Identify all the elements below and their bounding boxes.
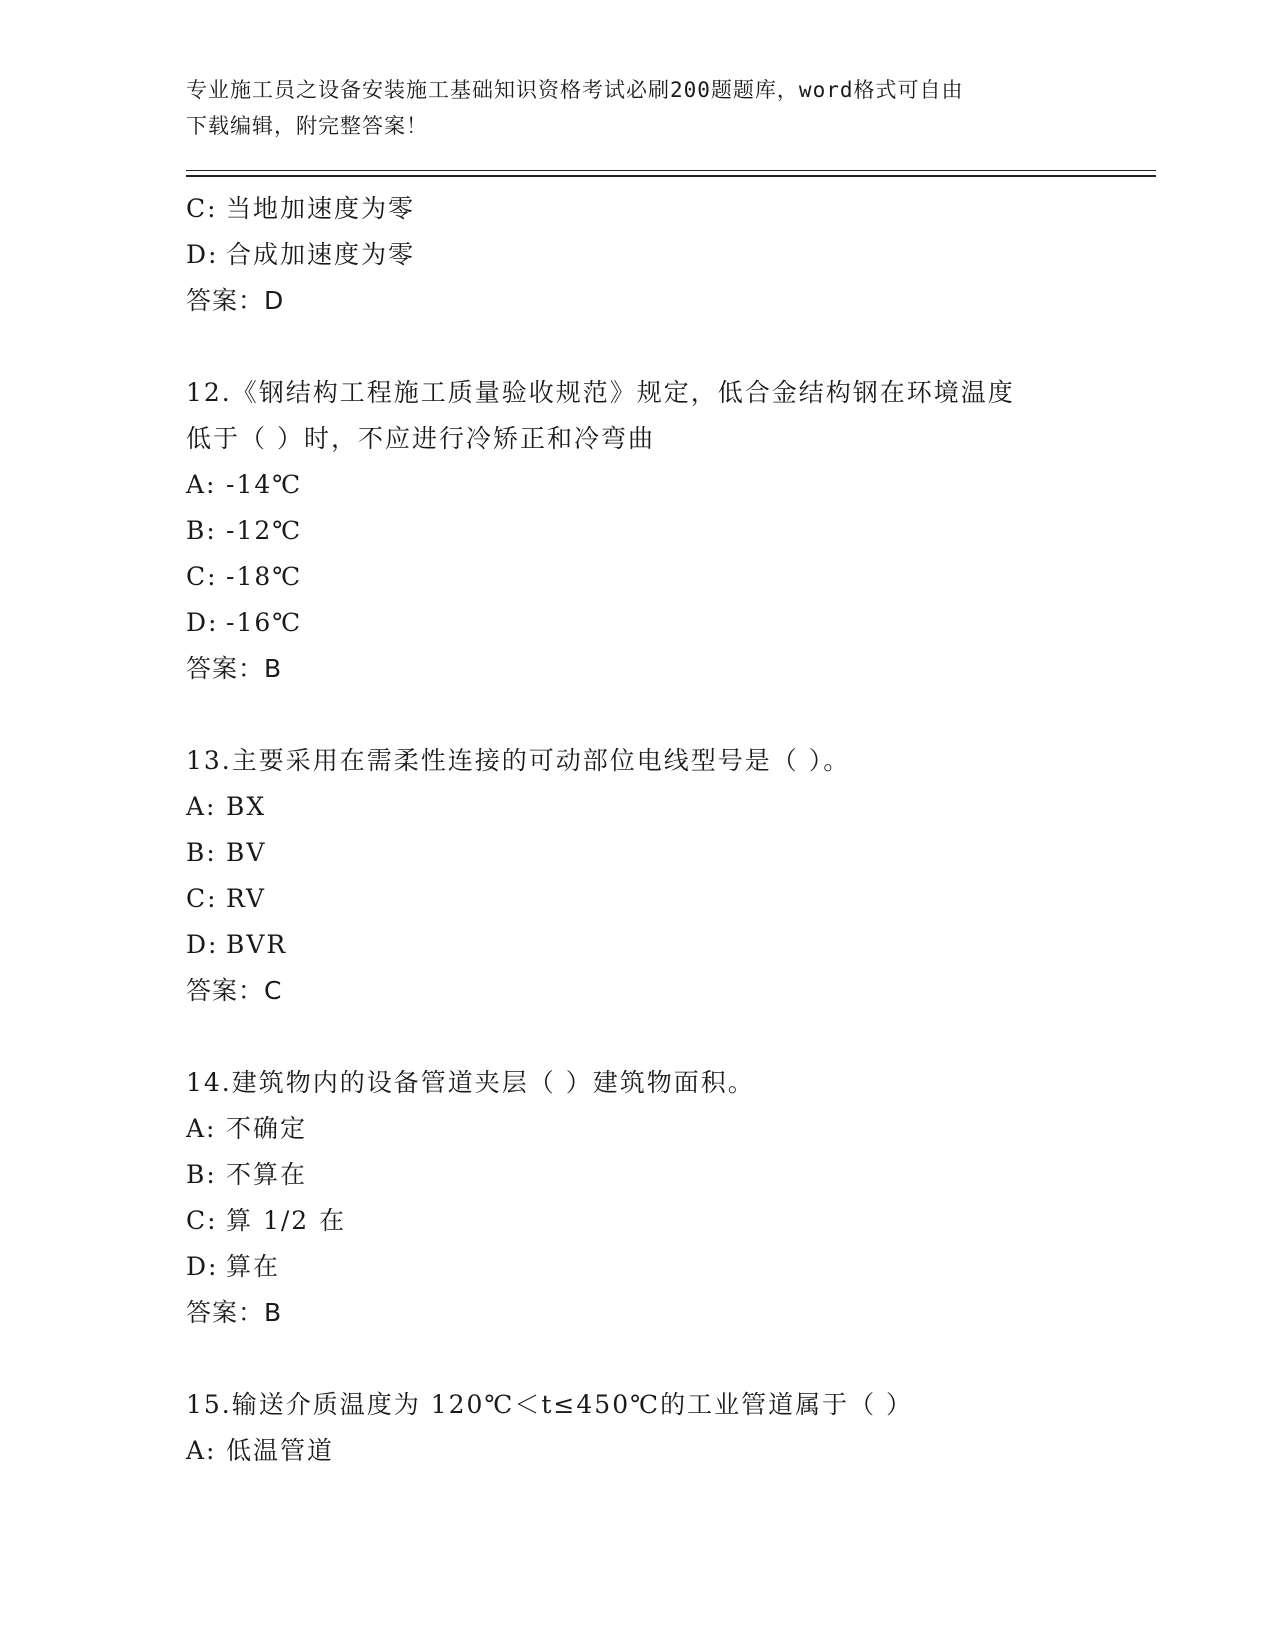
option-letter: A: <box>186 792 217 821</box>
question-stem-line-1: 14.建筑物内的设备管道夹层（ ）建筑物面积。 <box>186 1068 755 1097</box>
option-letter: C: <box>186 884 218 913</box>
option-letter: A: <box>186 470 217 499</box>
option-letter: B: <box>186 838 217 867</box>
question-stem-line-1: 15.输送介质温度为 120℃＜t≤450℃的工业管道属于（ ） <box>186 1390 914 1419</box>
option-b <box>186 508 1086 554</box>
question-12 <box>186 370 1086 692</box>
carryover-block <box>186 186 1086 324</box>
option-letter: B: <box>186 1160 217 1189</box>
spacer <box>186 324 1086 370</box>
option-a <box>186 1428 1086 1474</box>
header-divider-thin <box>186 170 1156 171</box>
answer-line: 答案：D <box>186 286 285 315</box>
header-line-1: 专业施工员之设备安装施工基础知识资格考试必刷200题题库，word格式可自由 <box>186 78 964 102</box>
question-13 <box>186 738 1086 1014</box>
answer-line: 答案：C <box>186 976 283 1005</box>
spacer <box>186 692 1086 738</box>
document-header <box>186 72 1066 144</box>
option-letter: A: <box>186 1114 217 1143</box>
option-a <box>186 784 1086 830</box>
option-c <box>186 186 1086 232</box>
option-text: -12℃ <box>226 516 303 545</box>
question-stem-line-2: 低于（ ）时，不应进行冷矫正和冷弯曲 <box>186 424 655 453</box>
option-text: -18℃ <box>226 562 303 591</box>
question-14 <box>186 1060 1086 1336</box>
option-text: -14℃ <box>226 470 303 499</box>
option-letter: D: <box>186 240 219 269</box>
question-list <box>186 186 1086 1474</box>
option-letter: B: <box>186 516 217 545</box>
option-c <box>186 554 1086 600</box>
header-divider-thick <box>186 175 1156 177</box>
option-letter: C: <box>186 562 218 591</box>
option-letter: D: <box>186 608 219 637</box>
option-text: BV <box>226 838 267 867</box>
option-text: 算 1/2 在 <box>226 1206 347 1235</box>
option-text: 合成加速度为零 <box>226 240 416 269</box>
option-text: BX <box>226 792 267 821</box>
spacer <box>186 1014 1086 1060</box>
option-d <box>186 1244 1086 1290</box>
option-text: BVR <box>226 930 288 959</box>
option-text: 低温管道 <box>226 1436 335 1465</box>
option-text: 当地加速度为零 <box>226 194 416 223</box>
question-stem-line-1: 13.主要采用在需柔性连接的可动部位电线型号是（ ）。 <box>186 746 851 775</box>
option-letter: A: <box>186 1436 217 1465</box>
option-d <box>186 600 1086 646</box>
option-letter: C: <box>186 194 218 223</box>
option-text: 不确定 <box>226 1114 308 1143</box>
option-a <box>186 462 1086 508</box>
option-a <box>186 1106 1086 1152</box>
option-d <box>186 232 1086 278</box>
option-d <box>186 922 1086 968</box>
option-b <box>186 830 1086 876</box>
answer-line: 答案：B <box>186 654 283 683</box>
option-c <box>186 876 1086 922</box>
option-c <box>186 1198 1086 1244</box>
spacer <box>186 1336 1086 1382</box>
option-text: 不算在 <box>226 1160 308 1189</box>
option-text: RV <box>226 884 266 913</box>
option-text: 算在 <box>226 1252 281 1281</box>
option-letter: D: <box>186 930 219 959</box>
question-15 <box>186 1382 1086 1474</box>
option-letter: D: <box>186 1252 219 1281</box>
header-line-2: 下载编辑，附完整答案！ <box>186 114 428 138</box>
question-stem-line-1: 12.《钢结构工程施工质量验收规范》规定，低合金结构钢在环境温度 <box>186 378 1015 407</box>
option-text: -16℃ <box>226 608 303 637</box>
option-b <box>186 1152 1086 1198</box>
answer-line: 答案：B <box>186 1298 283 1327</box>
option-letter: C: <box>186 1206 218 1235</box>
